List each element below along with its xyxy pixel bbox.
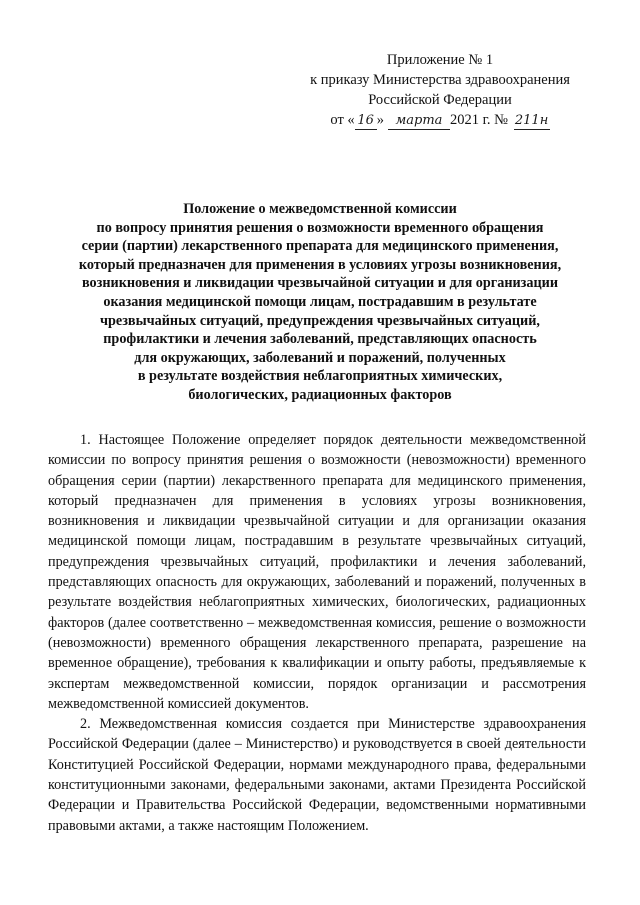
- date-year: 2021 г. №: [449, 112, 508, 128]
- paragraph-1: 1. Настоящее Положение определяет порядок деятельности межведомственной комиссии по вопросу принятия решения о возможности (невозможности) временного обращения серии (партии) лекарственного препарата для медицинского применения, который предназначен для применения в условиях угрозы возникновения, возникновения и ликвидации чрезвычайной ситуации и для организации оказания медицинской помощи лицам, пострадавшим в результате чрезвычайных ситуаций, предупреждения чрезвычайных ситуаций, профилактики и лечения заболеваний, представляющих опасность для окружающих, заболеваний и поражений, полученных в результате воздействия неблагоприятных химических, биологических, радиационных факторов (далее соответственно – межведомственная комиссия, решение о возможности (невозможности) временного обращения лекарственного препарата, разрешение на временное обращение), требования к квалификации и опыту работы, предъявляемые к экспертам межведомственной комиссии, порядок организации и рассмотрения межведомственной комиссией документов.: [48, 432, 586, 712]
- paragraph-2: 2. Межведомственная комиссия создается при Министерстве здравоохранения Российской Федерации (далее – Министерство) и руководствуется в своей деятельности Конституцией Российской Федерации, нормами международного права, федеральными конституционными законами, федеральными законами, актами Президента Российской Федерации и Правительства Российской Федерации, ведомственными нормативными правовыми актами, а также настоящим Положением.: [48, 716, 586, 834]
- appendix-date-line: [300, 110, 580, 130]
- date-month-handwritten: марта: [388, 113, 450, 130]
- document-body: [48, 430, 586, 836]
- title-line: серии (партии) лекарственного препарата для медицинского применения,: [81, 238, 559, 255]
- date-day-handwritten: 16: [355, 113, 377, 130]
- appendix-ministry: Российской Федерации: [368, 92, 512, 108]
- title-line: который предназначен для применения в условиях угрозы возникновения,: [78, 256, 562, 273]
- appendix-order-ref: к приказу Министерства здравоохранения: [310, 72, 570, 88]
- appendix-header: [300, 50, 580, 130]
- title-line: по вопросу принятия решения о возможности временного обращения: [96, 219, 544, 236]
- date-quote-close: »: [376, 112, 384, 128]
- appendix-number: Приложение № 1: [386, 52, 494, 68]
- order-number-handwritten: 211н: [514, 113, 549, 128]
- title-line: Положение о межведомственной комиссии: [183, 201, 457, 217]
- title-line: профилактики и лечения заболеваний, представляющих опасность: [103, 331, 537, 348]
- title-line: в результате воздействия неблагоприятных химических,: [137, 368, 503, 385]
- title-line: чрезвычайных ситуаций, предупреждения чрезвычайных ситуаций,: [100, 312, 540, 329]
- date-prefix: от «: [330, 112, 355, 128]
- title-line: оказания медицинской помощи лицам, пострадавшим в результате: [103, 293, 537, 310]
- title-line: биологических, радиационных факторов: [188, 386, 452, 403]
- title-line: для окружающих, заболеваний и поражений, полученных: [134, 349, 506, 366]
- document-title: [40, 200, 600, 405]
- title-line: возникновения и ликвидации чрезвычайной ситуации и для организации: [81, 275, 558, 292]
